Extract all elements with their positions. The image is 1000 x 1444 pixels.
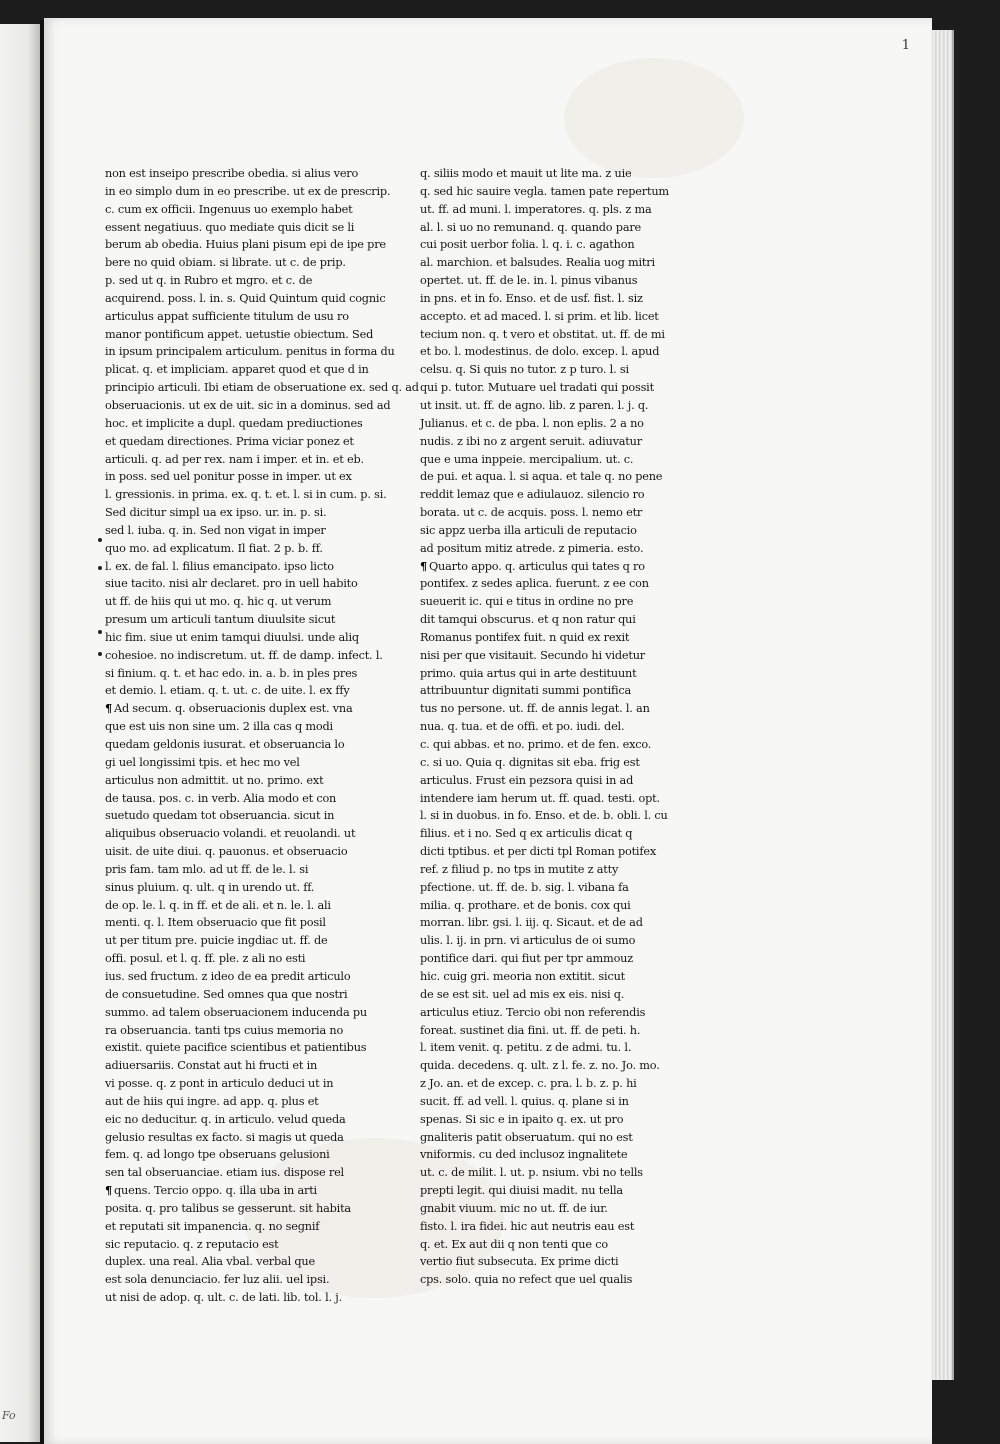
paragraph-mark-icon: ¶: [105, 701, 112, 716]
manuscript-line-text: eic no deducitur. q. in articulo. velud queda: [105, 1112, 346, 1126]
manuscript-line-text: adiuersariis. Constat aut hi fructi et in: [105, 1059, 318, 1073]
manuscript-line: [105, 665, 358, 683]
manuscript-line: [105, 843, 355, 861]
manuscript-line: [105, 861, 355, 879]
manuscript-line: [105, 504, 355, 522]
margin-mark: [98, 538, 102, 542]
manuscript-line: [105, 593, 355, 611]
manuscript-line-text: aliquibus obseruacio volandi. et reuolandi. ut: [105, 827, 356, 841]
manuscript-line: [105, 754, 355, 772]
manuscript-line: [105, 1271, 355, 1289]
manuscript-line-text: articulus non admittit. ut no. primo. ext: [105, 773, 324, 787]
manuscript-line-text: opertet. ut. ff. de le. in. l. pinus vibanus: [420, 274, 638, 288]
manuscript-line: [105, 1289, 355, 1307]
manuscript-line: [420, 772, 685, 790]
manuscript-line-text: duplex. una real. Alia vbal. verbal que: [105, 1255, 315, 1269]
margin-mark: [98, 652, 102, 656]
manuscript-line: [105, 1057, 355, 1075]
manuscript-line: [420, 165, 685, 183]
folio-mark: 1: [901, 38, 910, 53]
manuscript-line-text: pontifice dari. qui fiut per tpr ammouz: [420, 952, 633, 966]
manuscript-line-text: nua. q. tua. et de offi. et po. iudi. del.: [420, 720, 625, 734]
manuscript-line-text: pontifex. z sedes aplica. fuerunt. z ee con: [420, 577, 649, 591]
manuscript-line: [105, 201, 355, 219]
manuscript-line: [420, 825, 685, 843]
manuscript-line: [105, 326, 374, 344]
manuscript-line: [420, 361, 685, 379]
manuscript-line: [105, 1146, 355, 1164]
manuscript-line: [420, 1164, 685, 1182]
manuscript-line-text: c. cum ex officii. Ingenuus uo exemplo habet: [105, 202, 353, 216]
manuscript-line: [420, 1004, 685, 1022]
manuscript-line-text: articulus appat sufficiente titulum de usu ro: [105, 309, 349, 323]
text-column-left: [105, 165, 419, 1307]
paragraph-mark-icon: ¶: [420, 558, 427, 573]
manuscript-line: [420, 1129, 685, 1147]
manuscript-line-text: berum ab obedia. Huius plani pisum epi de ipe pre: [105, 238, 386, 252]
page-block-edges: [932, 30, 954, 1380]
manuscript-line: [105, 1129, 355, 1147]
manuscript-line-text: q. siliis modo et mauit ut lite ma. z uie: [420, 167, 632, 180]
manuscript-line: [105, 451, 364, 469]
manuscript-line-text: est sola denunciacio. fer luz alii. uel ipsi.: [105, 1273, 330, 1287]
manuscript-line-text: in eo simplo dum in eo prescribe. ut ex de prescrip.: [105, 184, 391, 198]
manuscript-line: [420, 397, 685, 415]
manuscript-line-text: quida. decedens. q. ult. z l. fe. z. no. Jo. mo.: [420, 1059, 660, 1073]
manuscript-line-text: reddit lemaz que e adiulauoz. silencio ro: [420, 488, 645, 502]
manuscript-line-text: cps. solo. quia no refect que uel qualis: [420, 1273, 633, 1287]
manuscript-line: [105, 629, 359, 647]
manuscript-line: [105, 932, 355, 950]
manuscript-line-text: sueuerit ic. qui e titus in ordine no pre: [420, 595, 634, 609]
manuscript-line: [420, 950, 685, 968]
manuscript-line: [420, 1200, 685, 1218]
manuscript-line-text: l. ex. de fal. l. filius emancipato. ipso licto: [105, 559, 334, 573]
manuscript-line: [105, 897, 355, 915]
manuscript-line: [420, 861, 685, 879]
manuscript-line-text: quo mo. ad explicatum. Il fiat. 2 p. b. ff.: [105, 541, 323, 555]
manuscript-line: [105, 290, 386, 308]
manuscript-line-text: essent negatiuus. quo mediate quis dicit se li: [105, 220, 355, 234]
manuscript-line-text: ra obseruancia. tanti tps cuius memoria no: [105, 1023, 344, 1037]
manuscript-line: [420, 593, 685, 611]
manuscript-line: [105, 914, 355, 932]
manuscript-line-text: articulus. Frust ein pezsora quisi in ad: [420, 773, 634, 787]
manuscript-line: [420, 326, 685, 344]
manuscript-line: [420, 1253, 685, 1271]
manuscript-line-text: obseruacionis. ut ex de uit. sic in a dominus. sed ad: [105, 398, 391, 412]
manuscript-line: [420, 486, 685, 504]
manuscript-line-text: et bo. l. modestinus. de dolo. excep. l. apud: [420, 345, 660, 359]
manuscript-line-text: sed l. iuba. q. in. Sed non vigat in imper: [105, 523, 326, 537]
manuscript-line-text: sen tal obseruanciae. etiam ius. dispose rel: [105, 1166, 344, 1180]
manuscript-line: [105, 486, 387, 504]
manuscript-line-text: l. gressionis. in prima. ex. q. t. et. l. si in cum. p. si.: [105, 488, 387, 502]
manuscript-line: [105, 1253, 355, 1271]
manuscript-line: [420, 415, 685, 433]
manuscript-line-text: intendere iam herum ut. ff. quad. testi. opt.: [420, 791, 660, 805]
manuscript-line-text: et demio. l. etiam. q. t. ut. c. de uite. l. ex ffy: [105, 684, 350, 698]
manuscript-line-text: p. sed ut q. in Rubro et mgro. et c. de: [105, 274, 313, 288]
manuscript-line-text: prepti legit. qui diuisi madit. nu tella: [420, 1184, 623, 1198]
manuscript-line: [420, 843, 685, 861]
manuscript-line: [105, 1039, 367, 1057]
manuscript-line-text: nudis. z ibi no z argent seruit. adiuvatur: [420, 434, 642, 448]
manuscript-line: [105, 1164, 355, 1182]
manuscript-line-text: uisit. de uite diui. q. pauonus. et obseruacio: [105, 845, 348, 859]
manuscript-line-text: cui posit uerbor folia. l. q. i. c. agathon: [420, 238, 635, 252]
manuscript-line-text: quens. Tercio oppo. q. illa uba in arti: [114, 1184, 317, 1198]
manuscript-line: [420, 504, 685, 522]
manuscript-line-text: ad positum mitiz atrede. z pimeria. esto.: [420, 541, 644, 555]
manuscript-line-text: vniformis. cu ded inclusoz ingnalitete: [420, 1148, 628, 1162]
manuscript-line: [105, 1004, 367, 1022]
manuscript-line: [420, 914, 685, 932]
manuscript-line: [105, 718, 355, 736]
manuscript-line: [420, 700, 685, 718]
manuscript-line-text: bere no quid obiam. si librate. ut c. de prip.: [105, 256, 346, 270]
manuscript-line-text: ut ff. de hiis qui ut mo. q. hic q. ut verum: [105, 595, 332, 609]
manuscript-line: [420, 611, 685, 629]
manuscript-line-text: hic fim. siue ut enim tamqui diuulsi. unde aliq: [105, 630, 359, 644]
manuscript-line-text: in pns. et in fo. Enso. et de usf. fist. l. siz: [420, 291, 643, 305]
manuscript-line: [105, 807, 355, 825]
manuscript-line-text: z Jo. an. et de excep. c. pra. l. b. z. p. hi: [420, 1077, 637, 1091]
manuscript-line-text: presum um articuli tantum diuulsite sicut: [105, 613, 336, 627]
manuscript-line: [105, 986, 355, 1004]
manuscript-line: [420, 1236, 685, 1254]
manuscript-line-text: fisto. l. ira fidei. hic aut neutris eau est: [420, 1219, 635, 1233]
manuscript-line-text: vertio fiut subsecuta. Ex prime dicti: [420, 1255, 619, 1269]
manuscript-line: [105, 254, 355, 272]
manuscript-line-text: non est inseipo prescribe obedia. si alius vero: [105, 167, 359, 180]
manuscript-line: [420, 433, 685, 451]
manuscript-line: [420, 219, 685, 237]
manuscript-line-text: sic appz uerba illa articuli de reputacio: [420, 523, 637, 537]
manuscript-line: [105, 790, 355, 808]
manuscript-line-text: quedam geldonis iusurat. et obseruancia lo: [105, 738, 345, 751]
manuscript-line: [105, 950, 355, 968]
manuscript-line-text: c. qui abbas. et no. primo. et de fen. exco.: [420, 738, 652, 751]
manuscript-line: [420, 629, 685, 647]
manuscript-line: [420, 272, 685, 290]
manuscript-line-text: Julianus. et c. de pba. l. non eplis. 2 a no: [420, 416, 644, 430]
manuscript-line-text: ref. z filiud p. no tps in mutite z atty: [420, 862, 619, 876]
manuscript-line-text: articuli. q. ad per rex. nam i imper. et in. et eb.: [105, 452, 364, 466]
manuscript-line: [105, 879, 355, 897]
manuscript-line: [420, 522, 685, 540]
manuscript-line: [105, 647, 383, 665]
manuscript-line: [105, 1218, 355, 1236]
manuscript-line-text: articulus etiuz. Tercio obi non referendis: [420, 1005, 646, 1019]
manuscript-line: [420, 718, 685, 736]
manuscript-line: [420, 343, 685, 361]
manuscript-line-text: posita. q. pro talibus se gesserunt. sit habita: [105, 1201, 351, 1215]
manuscript-line: [420, 1093, 685, 1111]
manuscript-line-text: al. marchion. et balsudes. Realia uog mitri: [420, 256, 655, 270]
manuscript-line: [105, 825, 355, 843]
manuscript-line: [420, 790, 685, 808]
manuscript-line-text: celsu. q. Si quis no tutor. z p turo. l. si: [420, 363, 629, 377]
manuscript-line: [105, 308, 355, 326]
manuscript-line-text: tecium non. q. t vero et obstitat. ut. ff. de mi: [420, 327, 665, 341]
manuscript-line: [105, 415, 363, 433]
manuscript-line: [105, 1075, 355, 1093]
manuscript-line-text: hoc. et implicite a dupl. quedam prediuctiones: [105, 416, 363, 430]
manuscript-line: [105, 1236, 355, 1254]
manuscript-line-text: de tausa. pos. c. in verb. Alia modo et con: [105, 791, 337, 805]
manuscript-line-text: existit. quiete pacifice scientibus et patientibus: [105, 1041, 367, 1055]
manuscript-line: [105, 522, 355, 540]
manuscript-line: [420, 1057, 685, 1075]
manuscript-line: [105, 343, 395, 361]
manuscript-line-text: l. item venit. q. petitu. z de admi. tu. l.: [420, 1041, 632, 1055]
facing-page-margin-note: Fo: [2, 1409, 16, 1422]
manuscript-line: [420, 754, 685, 772]
manuscript-line-text: spenas. Si sic e in ipaito q. ex. ut pro: [420, 1112, 624, 1126]
manuscript-line: [420, 647, 685, 665]
manuscript-line-text: sucit. ff. ad vell. l. quius. q. plane si in: [420, 1094, 629, 1108]
manuscript-line: [420, 1111, 685, 1129]
manuscript-line: [420, 736, 685, 754]
margin-mark: [98, 566, 102, 570]
manuscript-line-text: ulis. l. ij. in prn. vi articulus de oi sumo: [420, 934, 636, 948]
manuscript-line: [420, 540, 685, 558]
manuscript-line: [420, 897, 685, 915]
manuscript-line: [105, 1200, 355, 1218]
manuscript-line: [105, 1111, 355, 1129]
manuscript-line-text: ius. sed fructum. z ideo de ea predit articulo: [105, 969, 351, 983]
manuscript-line-text: q. et. Ex aut dii q non tenti que co: [420, 1237, 608, 1251]
manuscript-line-text: gi uel longissimi tpis. et hec mo vel: [105, 755, 300, 769]
manuscript-line: [105, 361, 369, 379]
manuscript-line-text: in ipsum principalem articulum. penitus in forma du: [105, 345, 395, 359]
manuscript-line: [420, 1182, 685, 1200]
margin-mark: [98, 630, 102, 634]
manuscript-line: [420, 1022, 685, 1040]
manuscript-line: [420, 201, 685, 219]
manuscript-line-text: q. sed hic sauire vegla. tamen pate repertum: [420, 184, 669, 198]
manuscript-line-text: et reputati sit impanencia. q. no segnif: [105, 1219, 320, 1233]
manuscript-line: [420, 1218, 685, 1236]
manuscript-line-text: pris fam. tam mlo. ad ut ff. de le. l. si: [105, 862, 309, 876]
manuscript-line: [105, 433, 355, 451]
manuscript-line-text: gelusio resultas ex facto. si magis ut queda: [105, 1130, 344, 1144]
manuscript-line-text: gnabit viuum. mic no ut. ff. de iur.: [420, 1201, 608, 1215]
manuscript-line-text: que e uma inppeie. mercipalium. ut. c.: [420, 452, 634, 466]
manuscript-line: [105, 272, 355, 290]
manuscript-line: [420, 682, 685, 700]
manuscript-line-text: in poss. sed uel ponitur posse in imper. ut ex: [105, 470, 352, 484]
manuscript-line-text: si finium. q. t. et hac edo. in. a. b. in ples pres: [105, 666, 358, 680]
manuscript-line-text: de se est sit. uel ad mis ex eis. nisi q.: [420, 987, 625, 1001]
manuscript-line: [105, 1182, 355, 1200]
manuscript-line: [105, 540, 355, 558]
manuscript-line-text: vi posse. q. z pont in articulo deduci ut in: [105, 1077, 334, 1091]
manuscript-line-text: acquirend. poss. l. in. s. Quid Quintum quid cognic: [105, 291, 386, 305]
manuscript-line-text: ut nisi de adop. q. ult. c. de lati. lib. tol. l. j.: [105, 1291, 342, 1305]
manuscript-line: [105, 700, 355, 718]
manuscript-line-text: summo. ad talem obseruacionem inducenda pu: [105, 1005, 367, 1019]
manuscript-line: [420, 932, 685, 950]
facing-page-edge: [0, 24, 40, 1442]
manuscript-line: [420, 290, 685, 308]
manuscript-line: [105, 558, 355, 576]
manuscript-line: [420, 986, 685, 1004]
manuscript-line-text: et quedam directiones. Prima viciar ponez et: [105, 434, 354, 448]
paragraph-mark-icon: ¶: [105, 1183, 112, 1198]
manuscript-line-text: suetudo quedam tot obseruancia. sicut in: [105, 809, 335, 823]
manuscript-line: [420, 1075, 685, 1093]
manuscript-line-text: qui p. tutor. Mutuare uel tradati qui possit: [420, 381, 654, 395]
manuscript-line-text: pfectione. ut. ff. de. b. sig. l. vibana fa: [420, 880, 629, 894]
manuscript-line-text: milia. q. prothare. et de bonis. cox qui: [420, 898, 631, 912]
manuscript-line: [420, 379, 685, 397]
manuscript-line: [420, 451, 685, 469]
manuscript-line-text: plicat. q. et impliciam. apparet quod et que d in: [105, 363, 369, 377]
manuscript-line: [420, 1039, 685, 1057]
manuscript-line: [105, 1093, 355, 1111]
paper-stain: [564, 58, 744, 178]
manuscript-line-text: siue tacito. nisi alr declaret. pro in uell habito: [105, 577, 358, 591]
manuscript-line: [420, 254, 685, 272]
manuscript-line: [105, 968, 355, 986]
manuscript-line-text: ut. c. de milit. l. ut. p. nsium. vbi no tells: [420, 1166, 643, 1180]
manuscript-line: [105, 183, 391, 201]
text-column-right: [420, 165, 685, 1289]
manuscript-line-text: de op. le. l. q. in ff. et de ali. et n. le. l. ali: [105, 898, 331, 912]
manuscript-line: [420, 968, 685, 986]
manuscript-line-text: nisi per que visitauit. Secundo hi videtur: [420, 648, 646, 662]
manuscript-line: [105, 219, 355, 237]
manuscript-line-text: que est uis non sine um. 2 illa cas q modi: [105, 720, 333, 734]
manuscript-line: [420, 1271, 685, 1289]
manuscript-line: [420, 308, 685, 326]
manuscript-line-text: sic reputacio. q. z reputacio est: [105, 1237, 279, 1251]
manuscript-line: [105, 236, 386, 254]
manuscript-line-text: menti. q. l. Item obseruacio que fit posil: [105, 916, 326, 930]
manuscript-line: [420, 807, 685, 825]
manuscript-line: [420, 236, 685, 254]
manuscript-line-text: al. l. si uo no remunand. q. quando pare: [420, 220, 642, 234]
manuscript-line-text: Romanus pontifex fuit. n quid ex rexit: [420, 630, 630, 644]
manuscript-line-text: gnaliteris patit obseruatum. qui no est: [420, 1130, 633, 1144]
manuscript-line: [105, 379, 419, 397]
manuscript-line-text: Quarto appo. q. articulus qui tates q ro: [429, 559, 645, 573]
manuscript-line: [105, 736, 355, 754]
manuscript-line-text: morran. libr. gsi. l. iij. q. Sicaut. et de ad: [420, 916, 643, 930]
manuscript-line: [105, 397, 391, 415]
manuscript-line-text: manor pontificum appet. uetustie obiectum. Sed: [105, 327, 374, 341]
manuscript-line-text: Ad secum. q. obseruacionis duplex est. vna: [114, 702, 353, 716]
manuscript-line-text: l. si in duobus. in fo. Enso. et de. b. obli. l. cu: [420, 809, 668, 823]
manuscript-line-text: hic. cuig gri. meoria non extitit. sicut: [420, 969, 625, 983]
manuscript-line: [420, 1146, 685, 1164]
manuscript-line-text: tus no persone. ut. ff. de annis legat. l. an: [420, 702, 650, 716]
manuscript-line: [420, 183, 685, 201]
manuscript-line-text: Sed dicitur simpl ua ex ipso. ur. in. p. si.: [105, 506, 327, 520]
manuscript-line-text: accepto. et ad maced. l. si prim. et lib. licet: [420, 309, 659, 323]
manuscript-line-text: ut per titum pre. puicie ingdiac ut. ff. de: [105, 934, 328, 948]
manuscript-line: [105, 1022, 355, 1040]
manuscript-line-text: aut de hiis qui ingre. ad app. q. plus et: [105, 1094, 319, 1108]
manuscript-line-text: c. si uo. Quia q. dignitas sit eba. frig est: [420, 755, 640, 769]
manuscript-line-text: fem. q. ad longo tpe obseruans gelusioni: [105, 1148, 330, 1162]
manuscript-line-text: foreat. sustinet dia fini. ut. ff. de peti. h.: [420, 1023, 641, 1037]
manuscript-line: [420, 879, 685, 897]
manuscript-line: [420, 665, 685, 683]
manuscript-line: [105, 165, 359, 183]
manuscript-line-text: dicti tptibus. et per dicti tpl Roman potifex: [420, 845, 656, 859]
manuscript-line: [105, 611, 355, 629]
manuscript-line-text: sinus pluium. q. ult. q in urendo ut. ff.: [105, 880, 315, 894]
manuscript-line-text: borata. ut c. de acquis. poss. l. nemo etr: [420, 506, 643, 520]
manuscript-line: [105, 772, 355, 790]
manuscript-line-text: attribuuntur dignitati summi pontifica: [420, 684, 632, 698]
manuscript-line: [420, 558, 685, 576]
manuscript-line: [105, 468, 355, 486]
manuscript-line-text: principio articuli. Ibi etiam de obseruatione ex. sed q. ad: [105, 381, 419, 395]
manuscript-line: [420, 468, 685, 486]
manuscript-line: [105, 682, 355, 700]
manuscript-line-text: dit tamqui obscurus. et q non ratur qui: [420, 613, 636, 627]
manuscript-line-text: cohesioe. no indiscretum. ut. ff. de damp. infect. l.: [105, 648, 383, 662]
manuscript-line-text: offi. posul. et l. q. ff. ple. z ali no esti: [105, 952, 306, 966]
manuscript-line-text: ut. ff. ad muni. l. imperatores. q. pls. z ma: [420, 202, 652, 216]
manuscript-line-text: ut insit. ut. ff. de agno. lib. z paren. l. j. q.: [420, 398, 649, 412]
manuscript-line: [105, 575, 358, 593]
manuscript-line-text: filius. et i no. Sed q ex articulis dicat q: [420, 827, 633, 841]
manuscript-line: [420, 575, 685, 593]
manuscript-line-text: de pui. et aqua. l. si aqua. et tale q. no pene: [420, 470, 663, 484]
manuscript-line-text: primo. quia artus qui in arte destituunt: [420, 666, 637, 680]
manuscript-line-text: de consuetudine. Sed omnes qua que nostri: [105, 987, 348, 1001]
